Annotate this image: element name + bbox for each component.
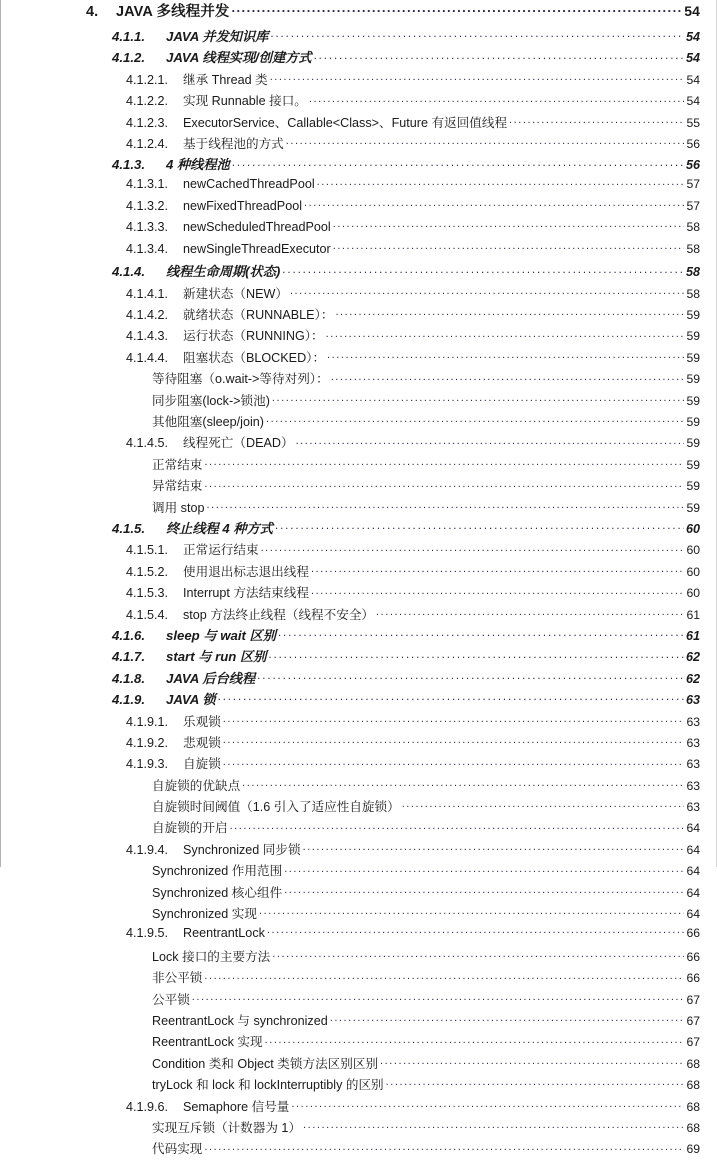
toc-entry-number: 4.1.5.1.: [126, 543, 169, 558]
toc-leader-dots: [327, 349, 684, 362]
toc-leader-dots: [268, 648, 684, 661]
toc-entry[interactable]: [0, 817, 717, 838]
toc-leader-dots: [317, 176, 685, 189]
toc-entry[interactable]: [0, 924, 717, 945]
toc-entry[interactable]: [0, 646, 717, 667]
toc-entry-number: 4.1.3.2.: [126, 198, 169, 213]
toc-entry-title: 4 种线程池: [166, 157, 230, 173]
toc-entry[interactable]: [0, 325, 717, 346]
toc-entry[interactable]: [0, 26, 717, 47]
toc-leader-dots: [218, 691, 684, 704]
toc-entry-number: 4.1.2.3.: [126, 115, 169, 130]
toc-entry-page-number: 63: [686, 778, 700, 793]
toc-entry-title: 继承 Thread 类: [183, 72, 268, 87]
toc-entry-page-number: 56: [686, 136, 700, 151]
toc-leader-dots: [272, 948, 684, 961]
toc-entry-number: 4.1.9.: [112, 692, 145, 708]
toc-entry-page-number: 66: [686, 949, 700, 964]
toc-entry-title: newFixedThreadPool: [183, 198, 303, 213]
toc-leader-dots: [267, 924, 685, 937]
toc-leader-dots: [272, 392, 685, 405]
toc-entry-page-number: 60: [686, 586, 700, 601]
toc-leader-dots: [326, 328, 685, 341]
toc-entry-title: stop 方法终止线程（线程不安全）: [183, 607, 375, 622]
toc-entry-title: 正常运行结束: [183, 543, 259, 558]
toc-entry-number: 4.1.4.4.: [126, 350, 169, 365]
toc-entry[interactable]: [0, 154, 717, 175]
toc-entry-page-number: 67: [686, 992, 700, 1007]
toc-entry-page-number: 68: [686, 1078, 700, 1093]
toc-entry-title: 正常结束: [152, 457, 203, 472]
toc-entry-title: ReentrantLock 实现: [152, 1035, 263, 1050]
toc-entry-number: 4.1.3.3.: [126, 220, 169, 235]
toc-leader-dots: [242, 777, 684, 790]
toc-leader-dots: [335, 306, 684, 319]
toc-entry[interactable]: [0, 304, 717, 325]
toc-leader-dots: [270, 28, 684, 41]
toc-entry-number: 4.: [86, 4, 99, 20]
toc-leader-dots: [303, 841, 685, 854]
toc-entry-page-number: 58: [686, 286, 700, 301]
toc-entry[interactable]: [0, 967, 717, 988]
toc-leader-dots: [259, 905, 684, 918]
toc-entry-number: 4.1.5.2.: [126, 564, 169, 579]
toc-leader-dots: [223, 713, 685, 726]
toc-entry[interactable]: [0, 582, 717, 603]
toc-entry-number: 4.1.9.3.: [126, 757, 169, 772]
toc-entry[interactable]: [0, 347, 717, 368]
toc-leader-dots: [333, 219, 685, 232]
toc-entry-title: 自旋锁: [183, 757, 221, 772]
toc-entry-title: 调用 stop: [152, 500, 205, 515]
toc-entry-title: 悲观锁: [183, 735, 221, 750]
toc-entry-page-number: 59: [686, 350, 700, 365]
toc-entry-page-number: 60: [686, 543, 700, 558]
toc-entry-title: 终止线程 4 种方式: [166, 520, 273, 536]
toc-entry-title: 阻塞状态（BLOCKED）：: [183, 350, 326, 365]
toc-entry[interactable]: [0, 1074, 717, 1095]
toc-entry[interactable]: [0, 261, 717, 282]
toc-entry-title: JAVA 并发知识库: [166, 29, 269, 44]
toc-entry-title: Semaphore 信号量: [183, 1099, 290, 1114]
toc-entry-page-number: 60: [686, 564, 700, 579]
toc-leader-dots: [314, 49, 684, 62]
toc-entry-title: tryLock 和 lock 和 lockInterruptibly 的区别: [152, 1078, 384, 1093]
toc-entry-number: 4.1.6.: [112, 627, 145, 643]
toc-leader-dots: [291, 1098, 684, 1111]
toc-entry-page-number: 59: [686, 436, 700, 451]
toc-entry-page-number: 64: [686, 864, 700, 879]
toc-entry[interactable]: [0, 411, 717, 432]
toc-entry-number: 4.1.1.: [112, 29, 145, 44]
toc-entry-page-number: 57: [686, 198, 700, 213]
toc-entry-title: 自旋锁时间阈值（1.6 引入了适应性自旋锁）: [152, 800, 400, 815]
toc-entry[interactable]: [0, 903, 717, 924]
toc-entry-number: 4.1.8.: [112, 670, 145, 686]
toc-entry-title: Condition 类和 Object 类锁方法区别区别: [152, 1056, 379, 1071]
toc-entry[interactable]: [0, 454, 717, 475]
toc-entry-title: 实现互斥锁（计数器为 1）: [152, 1120, 302, 1135]
toc-entry[interactable]: [0, 1010, 717, 1031]
toc-entry-page-number: 63: [685, 693, 700, 708]
toc-leader-dots: [311, 585, 684, 598]
toc-entry[interactable]: [0, 796, 717, 817]
toc-entry[interactable]: [0, 839, 717, 860]
toc-leader-dots: [286, 135, 685, 148]
toc-entry-page-number: 54: [684, 3, 700, 19]
toc-entry-title: 基于线程池的方式: [183, 136, 284, 151]
toc-entry-title: 新建状态（NEW）: [183, 286, 288, 301]
toc-entry-number: 4.1.2.1.: [126, 72, 169, 87]
toc-entry[interactable]: [0, 689, 717, 710]
toc-entry-title: 等待阻塞（o.wait->等待对列）：: [152, 372, 329, 387]
toc-entry-page-number: 59: [686, 308, 700, 323]
toc-entry[interactable]: [0, 753, 717, 774]
toc-leader-dots: [282, 263, 684, 276]
toc-entry-page-number: 64: [686, 885, 700, 900]
toc-entry-page-number: 60: [685, 521, 700, 536]
toc-entry-page-number: 63: [686, 735, 700, 750]
toc-entry-page-number: 59: [686, 329, 700, 344]
toc-entry[interactable]: [0, 240, 717, 261]
toc-entry-title: 同步阻塞(lock->锁池): [152, 393, 270, 408]
toc-entry-title: newSingleThreadExecutor: [183, 241, 331, 256]
toc-leader-dots: [290, 285, 684, 298]
toc-leader-dots: [204, 970, 684, 983]
toc-entry[interactable]: [0, 219, 717, 240]
toc-entry-number: 4.1.9.1.: [126, 714, 169, 729]
toc-leader-dots: [275, 520, 684, 533]
toc-entry-title: JAVA 后台线程: [166, 670, 256, 686]
toc-leader-dots: [204, 456, 684, 469]
toc-leader-dots: [333, 240, 685, 253]
toc-entry-title: 就绪状态（RUNNABLE）：: [183, 308, 334, 323]
toc-entry-page-number: 54: [685, 30, 700, 44]
toc-entry-page-number: 58: [686, 241, 700, 256]
toc-entry-title: 非公平锁: [152, 971, 203, 986]
toc-leader-dots: [402, 798, 685, 811]
toc-entry-title: 其他阻塞(sleep/join): [152, 415, 264, 430]
toc-entry-number: 4.1.4.: [112, 264, 145, 280]
toc-entry-page-number: 67: [686, 1013, 700, 1028]
toc-entry-page-number: 59: [686, 457, 700, 472]
toc-entry-number: 4.1.7.: [112, 649, 145, 665]
toc-entry-number: 4.1.4.2.: [126, 308, 169, 323]
toc-entry-title: 运行状态（RUNNING）：: [183, 329, 324, 344]
toc-entry[interactable]: [0, 946, 717, 967]
toc-entry-title: ReentrantLock 与 synchronized: [152, 1013, 328, 1028]
toc-entry-title: JAVA 多线程并发: [116, 4, 230, 20]
toc-entry-page-number: 69: [686, 1142, 700, 1157]
toc-entry-page-number: 59: [686, 393, 700, 408]
toc-entry-number: 4.1.5.4.: [126, 607, 169, 622]
toc-entry-page-number: 67: [686, 1035, 700, 1050]
toc-leader-dots: [311, 563, 685, 576]
toc-leader-dots: [331, 371, 685, 384]
toc-entry-number: 4.1.4.5.: [126, 436, 169, 451]
toc-entry[interactable]: [0, 1031, 717, 1052]
toc-entry-title: 乐观锁: [183, 714, 221, 729]
toc-entry-number: 4.1.9.6.: [126, 1099, 169, 1114]
toc-entry[interactable]: [0, 668, 717, 689]
toc-entry[interactable]: [0, 47, 717, 68]
toc-entry-page-number: 64: [686, 842, 700, 857]
toc-entry[interactable]: [0, 860, 717, 881]
toc-leader-dots: [204, 478, 684, 491]
toc-entry[interactable]: [0, 69, 717, 90]
toc-leader-dots: [330, 1012, 685, 1025]
toc-entry[interactable]: [0, 882, 717, 903]
toc-leader-dots: [309, 93, 685, 106]
toc-leader-dots: [284, 884, 684, 897]
toc-entry[interactable]: [0, 475, 717, 496]
toc-leader-dots: [192, 991, 685, 1004]
toc-entry[interactable]: [0, 711, 717, 732]
toc-entry[interactable]: [0, 432, 717, 453]
toc-entry-title: JAVA 锁: [166, 692, 216, 708]
toc-entry[interactable]: [0, 133, 717, 154]
toc-entry[interactable]: [0, 561, 717, 582]
toc-entry-number: 4.1.2.4.: [126, 136, 169, 151]
toc-entry-page-number: 61: [686, 607, 700, 622]
toc-leader-dots: [266, 413, 684, 426]
toc-entry[interactable]: [0, 283, 717, 304]
toc-entry-page-number: 63: [686, 714, 700, 729]
toc-entry-title: 实现 Runnable 接口。: [183, 94, 307, 109]
toc-entry-page-number: 57: [686, 177, 700, 192]
toc-entry-page-number: 68: [686, 1099, 700, 1114]
toc-entry-page-number: 66: [686, 971, 700, 986]
toc-leader-dots: [376, 606, 684, 619]
toc-leader-dots: [509, 114, 684, 127]
toc-entry-title: newScheduledThreadPool: [183, 220, 331, 235]
toc-entry-page-number: 66: [686, 926, 700, 940]
toc-entry-title: 线程死亡（DEAD）: [183, 436, 294, 451]
toc-entry-page-number: 63: [686, 800, 700, 815]
toc-entry-title: 自旋锁的优缺点: [152, 778, 241, 793]
toc-entry-number: 4.1.2.2.: [126, 94, 169, 109]
toc-leader-dots: [265, 1034, 685, 1047]
toc-entry[interactable]: [0, 497, 717, 518]
toc-entry-title: newCachedThreadPool: [183, 177, 315, 192]
toc-leader-dots: [296, 435, 685, 448]
toc-leader-dots: [284, 863, 684, 876]
toc-entry-title: ReentrantLock: [183, 926, 265, 940]
toc-entry[interactable]: [0, 539, 717, 560]
toc-entry[interactable]: [0, 1117, 717, 1138]
toc-entry[interactable]: [0, 775, 717, 796]
toc-entry-title: Synchronized 核心组件: [152, 885, 283, 900]
toc-leader-dots: [304, 197, 684, 210]
toc-entry[interactable]: [0, 604, 717, 625]
toc-entry-page-number: 55: [686, 115, 700, 130]
toc-entry-page-number: 58: [685, 265, 700, 280]
toc-leader-dots: [257, 670, 684, 683]
toc-entry-title: 线程生命周期(状态): [166, 264, 281, 280]
toc-leader-dots: [230, 820, 685, 833]
toc-entry-number: 4.1.9.4.: [126, 842, 169, 857]
toc-leader-dots: [270, 71, 685, 84]
toc-leader-dots: [303, 1119, 684, 1132]
toc-entry[interactable]: [0, 1053, 717, 1074]
toc-entry-title: start 与 run 区别: [166, 649, 267, 665]
toc-leader-dots: [223, 734, 685, 747]
toc-entry-title: 代码实现: [152, 1142, 203, 1157]
toc-entry-page-number: 62: [685, 650, 700, 665]
toc-entry-page-number: 68: [686, 1056, 700, 1071]
toc-entry-number: 4.1.5.3.: [126, 586, 169, 601]
toc-entry-page-number: 59: [686, 500, 700, 515]
toc-entry-number: 4.1.3.: [112, 157, 145, 173]
toc-entry-title: sleep 与 wait 区别: [166, 627, 276, 643]
toc-entry-title: Lock 接口的主要方法: [152, 949, 271, 964]
toc-entry-page-number: 63: [686, 757, 700, 772]
toc-entry[interactable]: [0, 112, 717, 133]
toc-entry-title: 公平锁: [152, 992, 190, 1007]
toc-leader-dots: [386, 1077, 685, 1090]
toc-entry-page-number: 54: [686, 72, 700, 87]
toc-entry-page-number: 68: [686, 1120, 700, 1135]
toc-entry[interactable]: [0, 732, 717, 753]
toc-entry-page-number: 56: [685, 158, 700, 173]
toc-entry-number: 4.1.3.4.: [126, 241, 169, 256]
toc-entry-page-number: 58: [686, 220, 700, 235]
toc-entry-page-number: 61: [685, 628, 700, 643]
toc-entry[interactable]: [0, 368, 717, 389]
toc-entry[interactable]: [0, 90, 717, 111]
toc-leader-dots: [223, 756, 685, 769]
toc-entry-page-number: 59: [686, 372, 700, 387]
toc-entry-page-number: 62: [685, 671, 700, 686]
toc-leader-dots: [232, 2, 683, 17]
toc-entry-number: 4.1.2.: [112, 50, 145, 66]
toc-entry[interactable]: [0, 0, 717, 26]
toc-entry-title: 使用退出标志退出线程: [183, 564, 309, 579]
toc-entry-number: 4.1.4.1.: [126, 286, 169, 301]
toc-leader-dots: [278, 627, 684, 640]
toc-entry-page-number: 54: [686, 94, 700, 109]
toc-entry-number: 4.1.3.1.: [126, 177, 169, 192]
toc-entry-title: JAVA 线程实现/创建方式: [166, 50, 312, 66]
toc-entry-title: ExecutorService、Callable<Class>、Future 有返回值线程: [183, 115, 508, 130]
toc-leader-dots: [380, 1055, 684, 1068]
toc-entry-title: 异常结束: [152, 479, 203, 494]
toc-leader-dots: [261, 542, 685, 555]
toc-entry-page-number: 54: [685, 51, 700, 66]
toc-entry[interactable]: [0, 989, 717, 1010]
toc-entry-number: 4.1.5.: [112, 520, 145, 536]
toc-leader-dots: [207, 499, 685, 512]
toc-entry[interactable]: [0, 197, 717, 218]
toc-entry-title: Synchronized 同步锁: [183, 842, 301, 857]
toc-leader-dots: [204, 1141, 684, 1154]
toc-entry-number: 4.1.9.5.: [126, 926, 169, 940]
toc-entry-title: Synchronized 实现: [152, 907, 257, 922]
toc-entry[interactable]: [0, 625, 717, 646]
toc-entry-page-number: 64: [686, 821, 700, 836]
toc-entry-page-number: 59: [686, 479, 700, 494]
toc-entry-page-number: 59: [686, 415, 700, 430]
toc-entry[interactable]: [0, 390, 717, 411]
toc-entry-title: 自旋锁的开启: [152, 821, 228, 836]
toc-entry-page-number: 64: [686, 907, 700, 922]
toc-entry-number: 4.1.9.2.: [126, 735, 169, 750]
toc-entry[interactable]: [0, 518, 717, 539]
toc-entry-title: Synchronized 作用范围: [152, 864, 283, 879]
toc-entry[interactable]: [0, 1096, 717, 1117]
toc-entry-number: 4.1.4.3.: [126, 329, 169, 344]
toc-entry-title: Interrupt 方法结束线程: [183, 586, 309, 601]
toc-leader-dots: [232, 156, 684, 169]
toc-entry[interactable]: [0, 176, 717, 197]
toc-entry[interactable]: [0, 1138, 717, 1159]
